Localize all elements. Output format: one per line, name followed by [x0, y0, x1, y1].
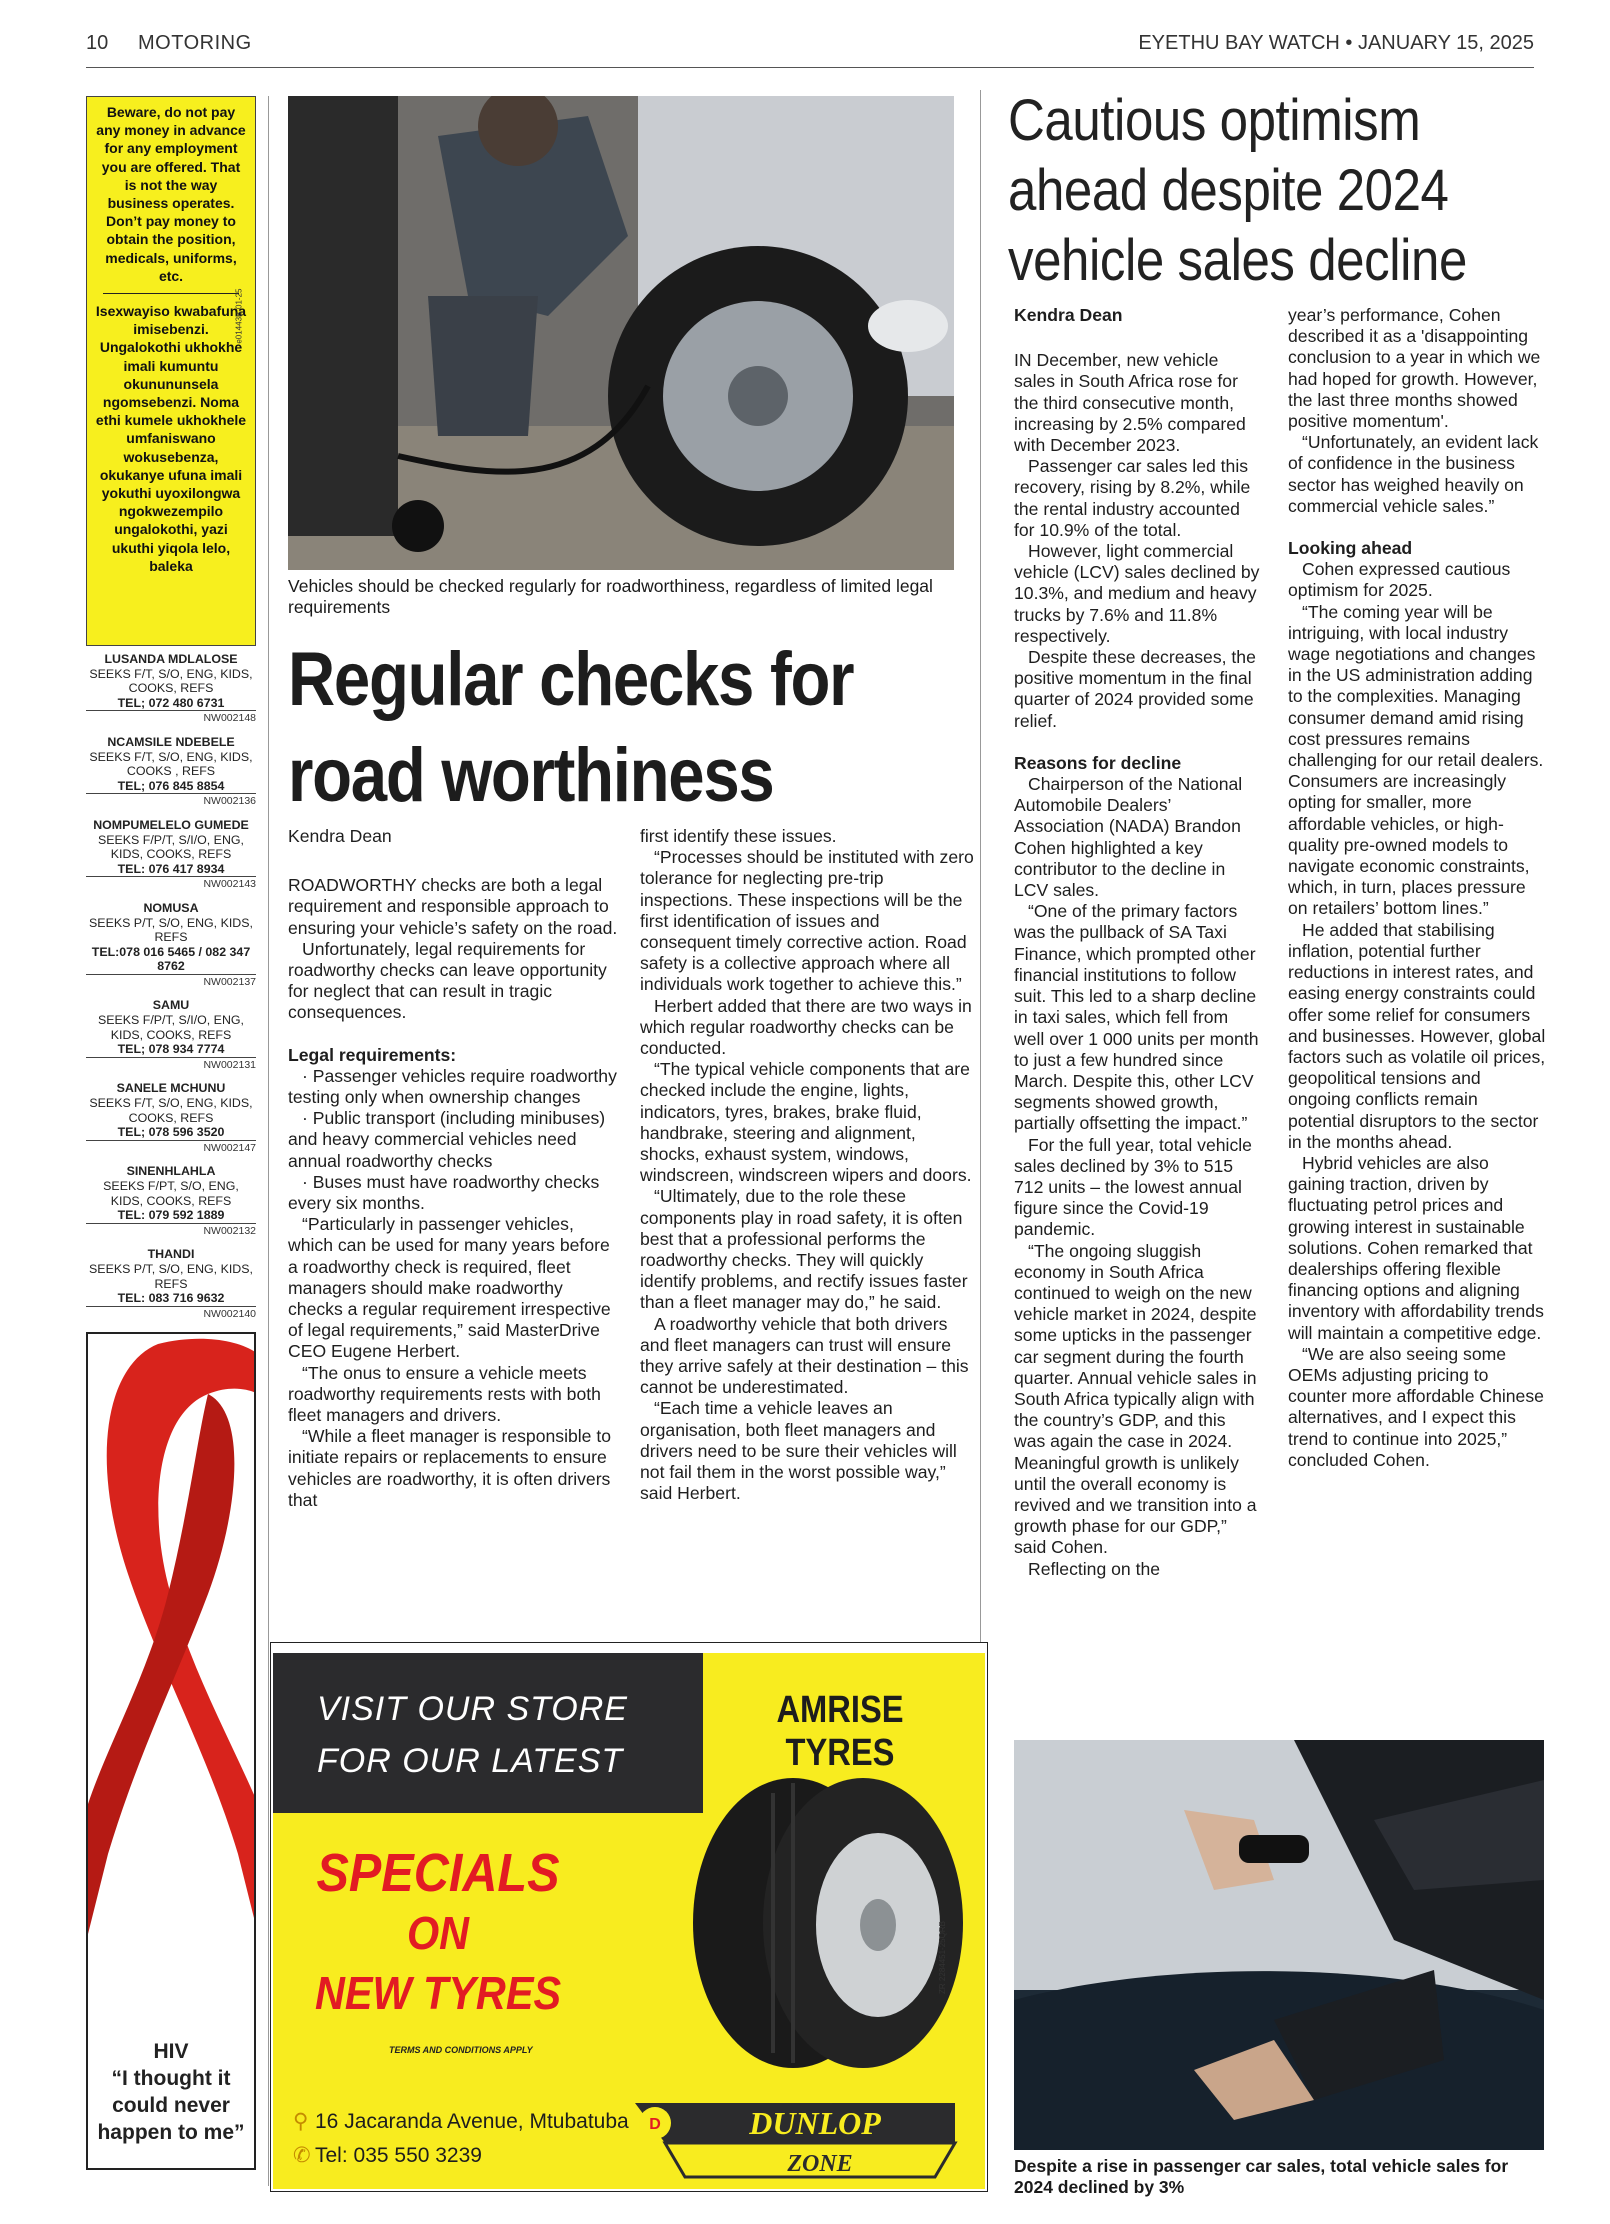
paragraph: · Passenger vehicles require roadworthy testing only when ownership changes — [288, 1065, 617, 1108]
ad-address: 16 Jacaranda Avenue, Mtubatuba — [315, 2110, 629, 2133]
classified-ref: NW002137 — [86, 974, 256, 990]
classified-name: THANDI — [147, 1247, 195, 1262]
paragraph: “The coming year will be intriguing, with local industry wage negotiations and changes in the US administration adding to the complexities. Managing consumer demand amid rising cost pressures remains challenging for our retail dealers. Consumers are increasingly opting for smaller, more affordable vehicles, or high-quality pre-owned models to navigate economic constraints, which, in turn, places pressure on retailers’ bottom lines.” — [1288, 601, 1544, 919]
paragraph: Hybrid vehicles are also gaining traction, driven by fluctuating petrol prices and growing interest in sustainable solutions. Cohen remarked that dealerships offering flexible financing options and aligning inventory with affordability trends will maintain a competitive edge. — [1288, 1152, 1544, 1343]
classified-item — [86, 901, 256, 990]
ad-code: ZR 2284451-25QRB — [938, 1921, 948, 1994]
classified-name: SINENHLAHLA — [126, 1164, 216, 1179]
paragraph: “The onus to ensure a vehicle meets roadworthy requirements rests with both fleet managers and drivers. — [288, 1362, 601, 1426]
paragraph: “Processes should be instituted with zero tolerance for neglecting pre-trip inspections. These inspections will be the first identification of issues and consequent timely corrective action. Road safety is a collective approach where all individuals work together to achieve this.” — [640, 847, 974, 995]
article2-column-d — [1288, 305, 1546, 1471]
classified-tel: TEL:078 016 5465 / 082 347 8762 — [91, 944, 251, 974]
ad-visit-text — [317, 1683, 628, 1787]
classified-tel: TEL; 076 845 8854 — [117, 778, 225, 793]
paragraph: “While a fleet manager is responsible to initiate repairs or replacements to ensure vehicles are roadworthy, it is often drivers that — [288, 1426, 612, 1510]
ad-tel: Tel: 035 550 3239 — [315, 2144, 482, 2167]
paragraph: · Buses must have roadworthy checks every six months. — [288, 1171, 600, 1214]
paragraph: However, light commercial vehicle (LCV) sales declined by 10.3%, and medium and heavy trucks by 7.6% and 11.8% respectively. — [1014, 541, 1260, 646]
notice-divider — [103, 293, 239, 294]
classified-ref: NW002131 — [86, 1057, 256, 1073]
hiv-line2: “I thought it could never happen to me” — [97, 2067, 245, 2144]
classified-details: SEEKS F/P/T, S/I/O, ENG, KIDS, COOKS, REFS — [98, 832, 244, 862]
paragraph: “Each time a vehicle leaves an organisation, both fleet managers and drivers need to be sure their vehicles will not fail them in the worst possible way,” said Herbert. — [640, 1398, 957, 1504]
paragraph: “The typical vehicle components that are checked include the engine, lights, indicators, tyres, brakes, brake fluid, handbrake, steering and alignment, shocks, exhaust system, windows, windscreen, windscreen wipers and doors. — [640, 1059, 972, 1186]
classified-tel: TEL; 078 596 3520 — [117, 1125, 225, 1140]
classified-item — [86, 735, 256, 809]
ad-visit-line1: VISIT OUR STORE — [317, 1690, 628, 1728]
ad-on-word: ON — [406, 1907, 470, 1959]
subheading: Looking ahead — [1288, 538, 1413, 559]
ad-contact — [293, 2105, 629, 2173]
ad-terms: TERMS AND CONDITIONS APPLY — [389, 2045, 533, 2055]
classified-details: SEEKS F/T, S/O, ENG, KIDS, COOKS, REFS — [89, 666, 253, 696]
classified-tel: TEL; 072 480 6731 — [117, 695, 225, 710]
mechanic-tyre-photo — [288, 96, 954, 570]
car-keys-handover-photo — [1014, 1740, 1544, 2150]
headline-road-worthiness: Regular checks for road worthiness — [288, 637, 854, 818]
publication-date: EYETHU BAY WATCH • JANUARY 15, 2025 — [1138, 32, 1534, 54]
page-header — [86, 30, 1534, 68]
paragraph: “Ultimately, due to the role these components play in road safety, it is often best that a professional performs the roadworthy checks. They will quickly identify problems, and rectify issues faster than a fleet manager may do,” he said. — [640, 1186, 968, 1313]
classified-item — [86, 818, 256, 892]
classified-item — [86, 998, 256, 1072]
classifieds-list — [86, 652, 256, 1330]
notice-zulu: Isexwayiso kwabafuna imisebenzi. Ungalokothi ukhokhe imali kumuntu okunununsela ngomsebenzi. Noma ethi kumele ukhokhele umfaniswano wokusebenza, okukanye ufuna imali yokuthi uyoxilongwa ngokwezempilo ungalokothi, yazi ukuthi yiqola lelo, baleka — [95, 303, 247, 574]
column-divider — [980, 90, 981, 1750]
paragraph: “One of the primary factors was the pullback of SA Taxi Finance, which prompted other financial institutions to follow suit. This led to a sharp decline in taxi sales, which fell from well over 1 000 units per month to just a few hundred since March. Despite this, other LCV segments showed growth, partially offsetting the impact.” — [1014, 901, 1259, 1134]
paragraph: Reflecting on the — [1028, 1558, 1161, 1579]
paragraph: Herbert added that there are two ways in which regular roadworthy checks can be conducted. — [640, 995, 972, 1059]
paragraph: “Particularly in passenger vehicles, which can be used for many years before a roadworthy check is required, fleet managers should make roadworthy checks a regular requirement irrespective of legal requirements,” said MasterDrive CEO Eugene Herbert. — [288, 1214, 611, 1362]
notice-english: Beware, do not pay any money in advance for any employment you are offered. That is not the way business operates. Don’t pay money to obtain the position, medicals, uniforms, etc. — [96, 104, 246, 284]
paragraph: Passenger car sales led this recovery, rising by 8.2%, while the rental industry accounted for 10.9% of the total. — [1014, 456, 1251, 540]
paragraph: Unfortunately, legal requirements for roadworthy checks can leave opportunity for neglect that can result in tragic consequences. — [288, 938, 607, 1023]
classified-ref: NW002132 — [86, 1223, 256, 1239]
dunlop-zone-logo — [625, 2083, 965, 2179]
paragraph: ROADWORTHY checks are both a legal requirement and responsible approach to ensuring your vehicle’s safety on the road. — [288, 875, 618, 938]
section-name: MOTORING — [138, 32, 252, 54]
classified-item — [86, 1164, 256, 1238]
column-divider — [268, 96, 269, 2186]
classified-item — [86, 1081, 256, 1155]
classified-tel: TEL; 078 934 7774 — [117, 1042, 225, 1057]
notice-code: e01443B-01-25 — [234, 288, 244, 344]
ad-new-tyres: NEW TYRES — [314, 1967, 562, 2019]
ad-specials — [290, 1843, 587, 2023]
dunlop-word: DUNLOP — [749, 2105, 881, 2141]
location-pin-icon: ⚲ — [293, 2110, 309, 2133]
headline-cautious-optimism: Cautious optimism ahead despite 2024 vehicle sales decline — [1008, 88, 1467, 293]
byline: Kendra Dean — [288, 826, 392, 846]
phone-icon: ✆ — [293, 2144, 311, 2167]
classified-name: NCAMSILE NDEBELE — [107, 734, 235, 749]
classified-name: LUSANDA MDLALOSE — [104, 652, 238, 666]
article1-column-a — [288, 826, 622, 1511]
classified-ref: NW002148 — [86, 710, 256, 726]
svg-text:D: D — [649, 2116, 661, 2133]
mechanic-tyre-image — [288, 96, 954, 570]
tyres-icon — [653, 1753, 973, 2073]
classified-details: SEEKS P/T, S/O, ENG, KIDS, REFS — [89, 1261, 253, 1291]
ad-visit-line2: FOR OUR LATEST — [317, 1742, 624, 1780]
classified-details: SEEKS F/T, S/O, ENG, KIDS, COOKS, REFS — [89, 1096, 253, 1125]
classified-item — [86, 1247, 256, 1321]
hiv-line1: HIV — [153, 2040, 189, 2063]
employment-warning-notice — [86, 96, 256, 646]
classified-ref: NW002147 — [86, 1140, 256, 1156]
paragraph: year’s performance, Cohen described it as a 'disappointing conclusion to a year in which we had hoped for growth. However, the last three months showed positive momentum'. — [1288, 305, 1541, 432]
paragraph: He added that stabilising inflation, potential further reductions in interest rates, and easing energy constraints could offer some relief for consumers and businesses. However, global factors such as volatile oil prices, geopolitical tensions and ongoing conflicts remain potential disruptors to the sector in the months ahead. — [1288, 919, 1546, 1152]
subheading: Reasons for decline — [1014, 752, 1182, 773]
paragraph: Chairperson of the National Automobile Dealers’ Association (NADA) Brandon Cohen highlighted a key contributor to the decline in LCV sales. — [1014, 774, 1243, 901]
paragraph: “We are also seeing some OEMs adjusting pricing to counter more affordable Chinese alternatives, and I expect this trend to continue into 2025,” concluded Cohen. — [1288, 1343, 1544, 1470]
classified-details: SEEKS F/PT, S/O, ENG, KIDS, COOKS, REFS — [103, 1179, 239, 1208]
classified-name: SANELE MCHUNU — [116, 1081, 226, 1096]
ad-brand: AMRISE TYRES — [776, 1689, 904, 1774]
photo-caption-sales: Despite a rise in passenger car sales, total vehicle sales for 2024 declined by 3% — [1014, 2156, 1509, 2197]
paragraph: Despite these decreases, the positive momentum in the final quarter of 2024 provided some relief. — [1014, 647, 1256, 731]
paragraph: “Unfortunately, an evident lack of confidence in the business sector has weighed heavily on commercial vehicle sales.” — [1288, 432, 1539, 516]
classified-details: SEEKS F/T, S/O, ENG, KIDS, COOKS , REFS — [89, 749, 253, 779]
classified-name: NOMPUMELELO GUMEDE — [93, 817, 249, 832]
classified-details: SEEKS F/P/T, S/I/O, ENG, KIDS, COOKS, REFS — [98, 1013, 244, 1042]
classified-tel: TEL: 083 716 9632 — [117, 1291, 225, 1306]
paragraph: · Public transport (including minibuses) and heavy commercial vehicles need annual roadworthy checks — [288, 1108, 606, 1171]
paragraph: A roadworthy vehicle that both drivers and fleet managers can trust will ensure they arrive safely at their destination – this cannot be underestimated. — [640, 1313, 969, 1398]
classified-tel: TEL: 076 417 8934 — [117, 861, 225, 876]
classified-item — [86, 652, 256, 726]
classified-ref: NW002136 — [86, 793, 256, 809]
subheading: Legal requirements: — [288, 1044, 457, 1065]
classified-name: NOMUSA — [143, 900, 199, 915]
amrise-tyres-advert — [270, 1642, 988, 2192]
classified-tel: TEL: 079 592 1889 — [117, 1208, 225, 1223]
paragraph: first identify these issues. — [640, 826, 837, 846]
paragraph: “The ongoing sluggish economy in South Africa continued to weigh on the new vehicle market in 2024, despite some upticks in the passenger car segment during the fourth quarter. Annual vehicle sales in South Africa typically align with the country’s GDP, and this was again the case in 2024. Meaningful growth is unlikely until the overall economy is revived and we transition into a growth phase for our GDP,” said Cohen. — [1014, 1240, 1257, 1558]
paragraph: For the full year, total vehicle sales declined by 3% to 515 712 units – the lowest annual figure since the Covid-19 pandemic. — [1014, 1134, 1252, 1240]
classified-name: SAMU — [152, 998, 190, 1013]
hiv-text — [88, 2038, 254, 2146]
zone-word: ZONE — [787, 2151, 853, 2177]
paragraph: Cohen expressed cautious optimism for 2025. — [1288, 559, 1511, 601]
photo-caption-checks: Vehicles should be checked regularly for roadworthiness, regardless of limited legal requirements — [288, 576, 933, 617]
article1-column-b — [640, 826, 974, 1505]
classified-details: SEEKS P/T, S/O, ENG, KIDS, REFS — [89, 915, 253, 945]
byline: Kendra Dean — [1014, 305, 1123, 325]
article2-column-c — [1014, 305, 1260, 1580]
classified-ref: NW002143 — [86, 876, 256, 892]
paragraph: IN December, new vehicle sales in South Africa rose for the third consecutive month, increasing by 2.5% compared with December 2023. — [1014, 350, 1246, 456]
page-number: 10 — [86, 32, 109, 54]
hiv-awareness-ad — [86, 1332, 256, 2170]
car-keys-image — [1014, 1740, 1544, 2150]
classified-ref: NW002140 — [86, 1306, 256, 1322]
ad-specials-word: SPECIALS — [316, 1843, 560, 1903]
